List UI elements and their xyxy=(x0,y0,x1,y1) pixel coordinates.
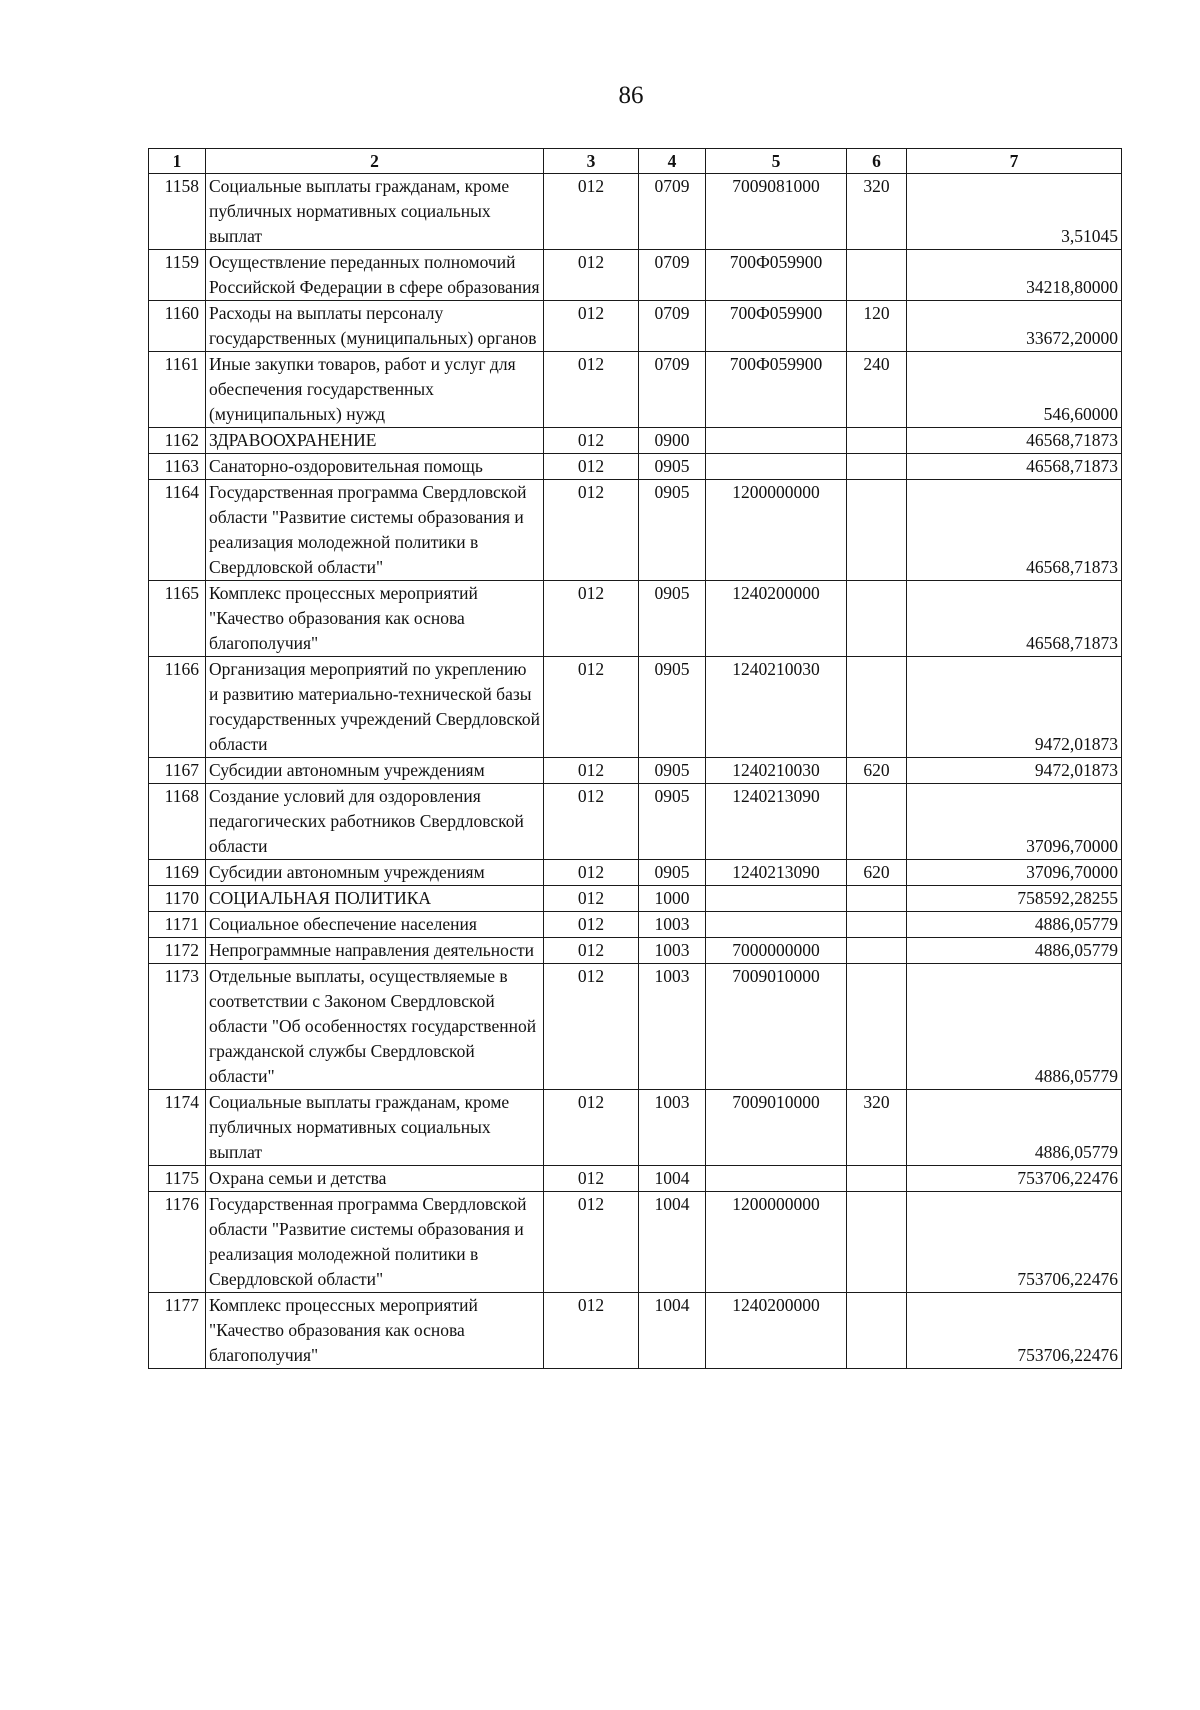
table-row xyxy=(149,480,1122,581)
table-body xyxy=(149,174,1122,1369)
table-row xyxy=(149,784,1122,860)
row-target-article-cell: 700Ф059900 xyxy=(706,301,847,352)
row-name-cell: Государственная программа Свердловской области "Развитие системы образования и реализация молодежной политики в Свердловской области" xyxy=(206,480,544,581)
row-section-cell: 0900 xyxy=(639,428,706,454)
row-section-cell: 0709 xyxy=(639,250,706,301)
column-header-number: 1 xyxy=(149,149,206,174)
row-target-article-cell: 1240210030 xyxy=(706,657,847,758)
row-name-cell: Комплекс процессных мероприятий "Качество образования как основа благополучия" xyxy=(206,1293,544,1369)
column-header-target-article: 5 xyxy=(706,149,847,174)
row-target-article-cell: 7009010000 xyxy=(706,964,847,1090)
table-row xyxy=(149,428,1122,454)
table-row xyxy=(149,1090,1122,1166)
budget-table xyxy=(148,148,1122,1369)
row-number-cell: 1168 xyxy=(149,784,206,860)
row-expense-type-cell: 620 xyxy=(847,860,907,886)
row-number-cell: 1175 xyxy=(149,1166,206,1192)
row-number-cell: 1173 xyxy=(149,964,206,1090)
row-expense-type-cell: 120 xyxy=(847,301,907,352)
row-expense-type-cell xyxy=(847,657,907,758)
row-section-cell: 1003 xyxy=(639,964,706,1090)
row-target-article-cell: 1240213090 xyxy=(706,784,847,860)
header-row xyxy=(149,149,1122,174)
row-number-cell: 1167 xyxy=(149,758,206,784)
row-department-cell: 012 xyxy=(544,480,639,581)
row-department-cell: 012 xyxy=(544,174,639,250)
table-row xyxy=(149,912,1122,938)
row-amount-cell: 46568,71873 xyxy=(907,454,1122,480)
row-expense-type-cell: 620 xyxy=(847,758,907,784)
row-department-cell: 012 xyxy=(544,1192,639,1293)
row-section-cell: 0905 xyxy=(639,860,706,886)
row-number-cell: 1166 xyxy=(149,657,206,758)
row-expense-type-cell xyxy=(847,784,907,860)
row-amount-cell: 753706,22476 xyxy=(907,1293,1122,1369)
row-section-cell: 1000 xyxy=(639,886,706,912)
row-target-article-cell xyxy=(706,1166,847,1192)
row-department-cell: 012 xyxy=(544,301,639,352)
table-row xyxy=(149,1166,1122,1192)
row-number-cell: 1176 xyxy=(149,1192,206,1293)
row-department-cell: 012 xyxy=(544,454,639,480)
row-section-cell: 1004 xyxy=(639,1166,706,1192)
row-amount-cell: 37096,70000 xyxy=(907,860,1122,886)
row-department-cell: 012 xyxy=(544,912,639,938)
row-amount-cell: 37096,70000 xyxy=(907,784,1122,860)
table-row xyxy=(149,860,1122,886)
row-target-article-cell: 7009081000 xyxy=(706,174,847,250)
row-number-cell: 1162 xyxy=(149,428,206,454)
row-amount-cell: 9472,01873 xyxy=(907,758,1122,784)
row-amount-cell: 4886,05779 xyxy=(907,964,1122,1090)
row-amount-cell: 753706,22476 xyxy=(907,1166,1122,1192)
row-target-article-cell: 1240213090 xyxy=(706,860,847,886)
column-header-expense-type: 6 xyxy=(847,149,907,174)
row-expense-type-cell xyxy=(847,1166,907,1192)
row-number-cell: 1160 xyxy=(149,301,206,352)
row-name-cell: Санаторно-оздоровительная помощь xyxy=(206,454,544,480)
row-name-cell: Социальные выплаты гражданам, кроме публичных нормативных социальных выплат xyxy=(206,174,544,250)
row-name-cell: Иные закупки товаров, работ и услуг для обеспечения государственных (муниципальных) нужд xyxy=(206,352,544,428)
row-section-cell: 1004 xyxy=(639,1293,706,1369)
row-amount-cell: 46568,71873 xyxy=(907,581,1122,657)
row-section-cell: 0709 xyxy=(639,301,706,352)
row-target-article-cell: 1240210030 xyxy=(706,758,847,784)
row-name-cell: Комплекс процессных мероприятий "Качество образования как основа благополучия" xyxy=(206,581,544,657)
row-name-cell: Охрана семьи и детства xyxy=(206,1166,544,1192)
row-amount-cell: 9472,01873 xyxy=(907,657,1122,758)
row-expense-type-cell xyxy=(847,250,907,301)
table-row xyxy=(149,454,1122,480)
row-expense-type-cell xyxy=(847,454,907,480)
table-row xyxy=(149,250,1122,301)
table-row xyxy=(149,174,1122,250)
row-name-cell: Государственная программа Свердловской области "Развитие системы образования и реализация молодежной политики в Свердловской области" xyxy=(206,1192,544,1293)
row-number-cell: 1163 xyxy=(149,454,206,480)
table-row xyxy=(149,301,1122,352)
row-department-cell: 012 xyxy=(544,657,639,758)
row-name-cell: Организация мероприятий по укреплению и развитию материально-технической базы государственных учреждений Свердловской области xyxy=(206,657,544,758)
row-target-article-cell: 1200000000 xyxy=(706,1192,847,1293)
row-expense-type-cell xyxy=(847,480,907,581)
column-header-section: 4 xyxy=(639,149,706,174)
row-section-cell: 0905 xyxy=(639,454,706,480)
row-name-cell: Непрограммные направления деятельности xyxy=(206,938,544,964)
row-target-article-cell: 1240200000 xyxy=(706,581,847,657)
row-section-cell: 1003 xyxy=(639,938,706,964)
table-row xyxy=(149,1192,1122,1293)
row-number-cell: 1165 xyxy=(149,581,206,657)
row-number-cell: 1177 xyxy=(149,1293,206,1369)
row-expense-type-cell xyxy=(847,886,907,912)
row-department-cell: 012 xyxy=(544,938,639,964)
row-number-cell: 1164 xyxy=(149,480,206,581)
row-expense-type-cell xyxy=(847,938,907,964)
row-section-cell: 0709 xyxy=(639,352,706,428)
row-number-cell: 1161 xyxy=(149,352,206,428)
row-target-article-cell: 1240200000 xyxy=(706,1293,847,1369)
row-target-article-cell xyxy=(706,886,847,912)
row-section-cell: 0905 xyxy=(639,657,706,758)
row-section-cell: 0905 xyxy=(639,480,706,581)
row-amount-cell: 46568,71873 xyxy=(907,480,1122,581)
row-number-cell: 1159 xyxy=(149,250,206,301)
row-department-cell: 012 xyxy=(544,352,639,428)
column-header-amount: 7 xyxy=(907,149,1122,174)
row-section-cell: 1003 xyxy=(639,912,706,938)
row-target-article-cell: 700Ф059900 xyxy=(706,250,847,301)
row-number-cell: 1169 xyxy=(149,860,206,886)
row-number-cell: 1170 xyxy=(149,886,206,912)
row-amount-cell: 33672,20000 xyxy=(907,301,1122,352)
row-amount-cell: 4886,05779 xyxy=(907,1090,1122,1166)
row-name-cell: Расходы на выплаты персоналу государственных (муниципальных) органов xyxy=(206,301,544,352)
row-expense-type-cell: 240 xyxy=(847,352,907,428)
table-row xyxy=(149,1293,1122,1369)
page-number: 86 xyxy=(618,82,644,109)
row-department-cell: 012 xyxy=(544,964,639,1090)
row-target-article-cell: 7009010000 xyxy=(706,1090,847,1166)
row-department-cell: 012 xyxy=(544,758,639,784)
column-header-name: 2 xyxy=(206,149,544,174)
row-department-cell: 012 xyxy=(544,1166,639,1192)
row-section-cell: 0905 xyxy=(639,784,706,860)
row-department-cell: 012 xyxy=(544,1293,639,1369)
row-name-cell: Субсидии автономным учреждениям xyxy=(206,758,544,784)
row-target-article-cell: 700Ф059900 xyxy=(706,352,847,428)
row-department-cell: 012 xyxy=(544,581,639,657)
row-name-cell: Социальное обеспечение населения xyxy=(206,912,544,938)
row-target-article-cell xyxy=(706,912,847,938)
row-department-cell: 012 xyxy=(544,1090,639,1166)
row-expense-type-cell xyxy=(847,964,907,1090)
table-row xyxy=(149,657,1122,758)
table-row xyxy=(149,938,1122,964)
row-number-cell: 1158 xyxy=(149,174,206,250)
row-name-cell: СОЦИАЛЬНАЯ ПОЛИТИКА xyxy=(206,886,544,912)
row-amount-cell: 4886,05779 xyxy=(907,912,1122,938)
row-expense-type-cell xyxy=(847,1192,907,1293)
row-name-cell: Создание условий для оздоровления педагогических работников Свердловской области xyxy=(206,784,544,860)
row-number-cell: 1171 xyxy=(149,912,206,938)
row-amount-cell: 758592,28255 xyxy=(907,886,1122,912)
row-amount-cell: 3,51045 xyxy=(907,174,1122,250)
row-section-cell: 0905 xyxy=(639,758,706,784)
row-target-article-cell xyxy=(706,454,847,480)
row-expense-type-cell xyxy=(847,428,907,454)
row-section-cell: 1003 xyxy=(639,1090,706,1166)
row-section-cell: 0905 xyxy=(639,581,706,657)
table-row xyxy=(149,758,1122,784)
column-header-department: 3 xyxy=(544,149,639,174)
row-section-cell: 0709 xyxy=(639,174,706,250)
row-name-cell: Отдельные выплаты, осуществляемые в соответствии с Законом Свердловской области "Об особенностях государственной гражданской службы Свердловской области" xyxy=(206,964,544,1090)
row-department-cell: 012 xyxy=(544,860,639,886)
row-target-article-cell: 7000000000 xyxy=(706,938,847,964)
table-row xyxy=(149,964,1122,1090)
row-name-cell: ЗДРАВООХРАНЕНИЕ xyxy=(206,428,544,454)
row-name-cell: Субсидии автономным учреждениям xyxy=(206,860,544,886)
table-row xyxy=(149,886,1122,912)
row-department-cell: 012 xyxy=(544,250,639,301)
row-target-article-cell: 1200000000 xyxy=(706,480,847,581)
row-department-cell: 012 xyxy=(544,886,639,912)
row-amount-cell: 4886,05779 xyxy=(907,938,1122,964)
row-amount-cell: 546,60000 xyxy=(907,352,1122,428)
row-number-cell: 1174 xyxy=(149,1090,206,1166)
row-section-cell: 1004 xyxy=(639,1192,706,1293)
row-expense-type-cell: 320 xyxy=(847,1090,907,1166)
row-department-cell: 012 xyxy=(544,784,639,860)
row-name-cell: Осуществление переданных полномочий Российской Федерации в сфере образования xyxy=(206,250,544,301)
row-amount-cell: 46568,71873 xyxy=(907,428,1122,454)
row-amount-cell: 34218,80000 xyxy=(907,250,1122,301)
table-row xyxy=(149,581,1122,657)
row-target-article-cell xyxy=(706,428,847,454)
row-expense-type-cell xyxy=(847,1293,907,1369)
row-amount-cell: 753706,22476 xyxy=(907,1192,1122,1293)
table-row xyxy=(149,352,1122,428)
row-expense-type-cell: 320 xyxy=(847,174,907,250)
row-expense-type-cell xyxy=(847,581,907,657)
row-expense-type-cell xyxy=(847,912,907,938)
row-department-cell: 012 xyxy=(544,428,639,454)
row-name-cell: Социальные выплаты гражданам, кроме публичных нормативных социальных выплат xyxy=(206,1090,544,1166)
row-number-cell: 1172 xyxy=(149,938,206,964)
